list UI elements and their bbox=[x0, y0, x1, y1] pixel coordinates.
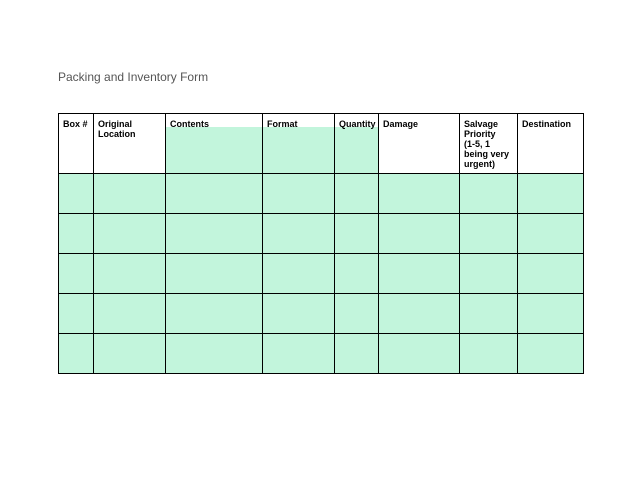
cell-destination[interactable] bbox=[518, 174, 584, 214]
cell-salvage-priority[interactable] bbox=[460, 214, 518, 254]
cell-box-number[interactable] bbox=[59, 334, 94, 374]
cell-quantity[interactable] bbox=[335, 254, 379, 294]
cell-damage[interactable] bbox=[379, 254, 460, 294]
cell-format[interactable] bbox=[263, 254, 335, 294]
column-label: Box # bbox=[63, 119, 88, 129]
column-header-original-location bbox=[94, 114, 166, 174]
column-label: Salvage Priority (1-5, 1 being very urgent) bbox=[464, 119, 510, 169]
cell-original-location[interactable] bbox=[94, 174, 166, 214]
cell-original-location[interactable] bbox=[94, 254, 166, 294]
cell-contents[interactable] bbox=[166, 214, 263, 254]
column-header-format bbox=[263, 114, 335, 174]
inventory-table bbox=[58, 113, 584, 374]
cell-salvage-priority[interactable] bbox=[460, 334, 518, 374]
cell-original-location[interactable] bbox=[94, 294, 166, 334]
cell-format[interactable] bbox=[263, 334, 335, 374]
cell-format[interactable] bbox=[263, 174, 335, 214]
table-row bbox=[59, 214, 584, 254]
cell-format[interactable] bbox=[263, 214, 335, 254]
cell-quantity[interactable] bbox=[335, 334, 379, 374]
table-row bbox=[59, 254, 584, 294]
column-label: Format bbox=[267, 119, 298, 129]
cell-contents[interactable] bbox=[166, 254, 263, 294]
cell-box-number[interactable] bbox=[59, 294, 94, 334]
cell-contents[interactable] bbox=[166, 334, 263, 374]
column-header-salvage-priority bbox=[460, 114, 518, 174]
header-row bbox=[59, 114, 584, 174]
cell-salvage-priority[interactable] bbox=[460, 174, 518, 214]
table-row bbox=[59, 174, 584, 214]
cell-quantity[interactable] bbox=[335, 174, 379, 214]
table-row bbox=[59, 294, 584, 334]
cell-contents[interactable] bbox=[166, 174, 263, 214]
cell-damage[interactable] bbox=[379, 214, 460, 254]
column-label: Quantity bbox=[339, 119, 376, 129]
cell-destination[interactable] bbox=[518, 214, 584, 254]
cell-damage[interactable] bbox=[379, 334, 460, 374]
cell-destination[interactable] bbox=[518, 334, 584, 374]
column-label: Damage bbox=[383, 119, 419, 129]
column-header-destination bbox=[518, 114, 584, 174]
cell-format[interactable] bbox=[263, 294, 335, 334]
column-label: Destination bbox=[522, 119, 572, 129]
table-body bbox=[59, 174, 584, 374]
cell-destination[interactable] bbox=[518, 294, 584, 334]
cell-destination[interactable] bbox=[518, 254, 584, 294]
column-header-box-number bbox=[59, 114, 94, 174]
cell-box-number[interactable] bbox=[59, 254, 94, 294]
column-header-damage bbox=[379, 114, 460, 174]
cell-damage[interactable] bbox=[379, 294, 460, 334]
cell-original-location[interactable] bbox=[94, 214, 166, 254]
cell-damage[interactable] bbox=[379, 174, 460, 214]
column-header-contents bbox=[166, 114, 263, 174]
cell-box-number[interactable] bbox=[59, 214, 94, 254]
cell-salvage-priority[interactable] bbox=[460, 254, 518, 294]
column-header-quantity bbox=[335, 114, 379, 174]
column-label: Original Location bbox=[98, 119, 136, 139]
cell-quantity[interactable] bbox=[335, 214, 379, 254]
table-row bbox=[59, 334, 584, 374]
form-title: Packing and Inventory Form bbox=[58, 70, 209, 84]
cell-quantity[interactable] bbox=[335, 294, 379, 334]
cell-box-number[interactable] bbox=[59, 174, 94, 214]
cell-salvage-priority[interactable] bbox=[460, 294, 518, 334]
cell-original-location[interactable] bbox=[94, 334, 166, 374]
cell-contents[interactable] bbox=[166, 294, 263, 334]
column-label: Contents bbox=[170, 119, 209, 129]
